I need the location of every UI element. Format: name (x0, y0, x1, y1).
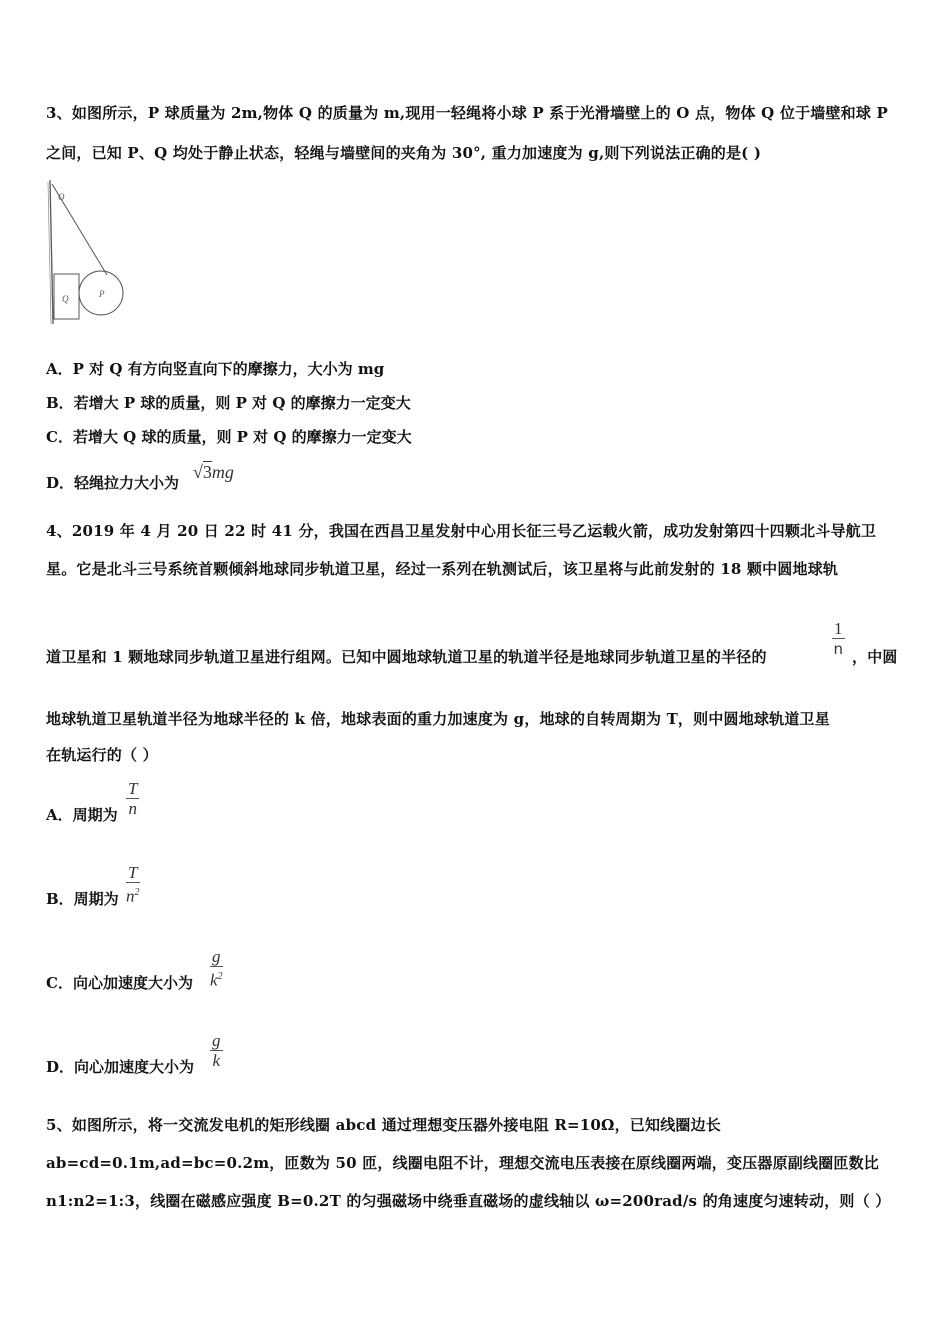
q3-option-d-label: D．轻绳拉力大小为 (46, 474, 180, 492)
q4-option-c-fraction: $\frac{g}{k^2}$ (210, 947, 223, 990)
q3-option-c[interactable]: C．若增大 Q 球的质量，则 P 对 Q 的摩擦力一定变大 (46, 428, 412, 446)
q4-stem-line-4: 地球轨道卫星轨道半径为地球半径的 k 倍，地球表面的重力加速度为 g，地球的自转周期为 T，则中圆地球轨道卫星 (46, 710, 830, 728)
q4-fraction-1-over-n: $\frac{1}{n}$ (833, 619, 843, 658)
q4-option-d-fraction: $\frac{g}{k}$ (212, 1031, 221, 1070)
q4-stem-line-2: 星。它是北斗三号系统首颗倾斜地球同步轨道卫星，经过一系列在轨测试后，该卫星将与此前发射的 18 颗中圆地球轨 (46, 560, 839, 578)
label-q: Q (62, 294, 69, 304)
q3-stem-line-2: 之间，已知 P、Q 均处于静止状态，轻绳与墙壁间的夹角为 30°, 重力加速度为 g,则下列说法正确的是( ) (46, 144, 762, 162)
q4-stem-line-3: 道卫星和 1 颗地球同步轨道卫星进行组网。已知中圆地球轨道卫星的轨道半径是地球同步轨道卫星的半径的 (46, 648, 767, 666)
q4-option-a[interactable]: A．周期为 (46, 806, 118, 824)
q4-stem-line-3-end: ，中圆 (852, 648, 898, 666)
q4-option-b-fraction: $\frac{T}{n^2}$ (126, 863, 140, 906)
q3-option-b[interactable]: B．若增大 P 球的质量，则 P 对 Q 的摩擦力一定变大 (46, 394, 411, 412)
q4-stem-line-1: 4、2019 年 4 月 20 日 22 时 41 分，我国在西昌卫星发射中心用长征三号乙运载火箭，成功发射第四十四颗北斗导航卫 (46, 522, 877, 540)
q3-option-d-formula: √3mg (193, 462, 234, 482)
q3-figure-wall-ball-diagram (44, 178, 134, 328)
label-p: P (99, 289, 105, 299)
q4-option-a-fraction: $\frac{T}{n}$ (128, 779, 138, 818)
q5-stem-line-2: ab=cd=0.1m,ad=bc=0.2m，匝数为 50 匝，线圈电阻不计，理想交流电压表接在原线圈两端，变压器原副线圈匝数比 (46, 1154, 880, 1172)
q4-option-c[interactable]: C．向心加速度大小为 (46, 974, 193, 992)
q3-option-d[interactable] (46, 472, 179, 493)
label-o: O (58, 192, 65, 202)
q4-option-b[interactable]: B．周期为 (46, 890, 119, 908)
q4-stem-line-5: 在轨运行的（ ） (46, 746, 158, 764)
q3-option-a[interactable]: A．P 对 Q 有方向竖直向下的摩擦力，大小为 mg (46, 360, 385, 378)
q5-stem-line-3: n1:n2=1:3，线圈在磁感应强度 B=0.2T 的匀强磁场中绕垂直磁场的虚线轴以 ω=200rad/s 的角速度匀速转动，则（ ） (46, 1192, 891, 1210)
q5-stem-line-1: 5、如图所示，将一交流发电机的矩形线圈 abcd 通过理想变压器外接电阻 R=10Ω，已知线圈边长 (46, 1116, 721, 1134)
q3-stem-line-1: 3、如图所示，P 球质量为 2m,物体 Q 的质量为 m,现用一轻绳将小球 P 系于光滑墙壁上的 O 点，物体 Q 位于墙壁和球 P (46, 104, 888, 122)
q4-option-d[interactable]: D．向心加速度大小为 (46, 1058, 195, 1076)
